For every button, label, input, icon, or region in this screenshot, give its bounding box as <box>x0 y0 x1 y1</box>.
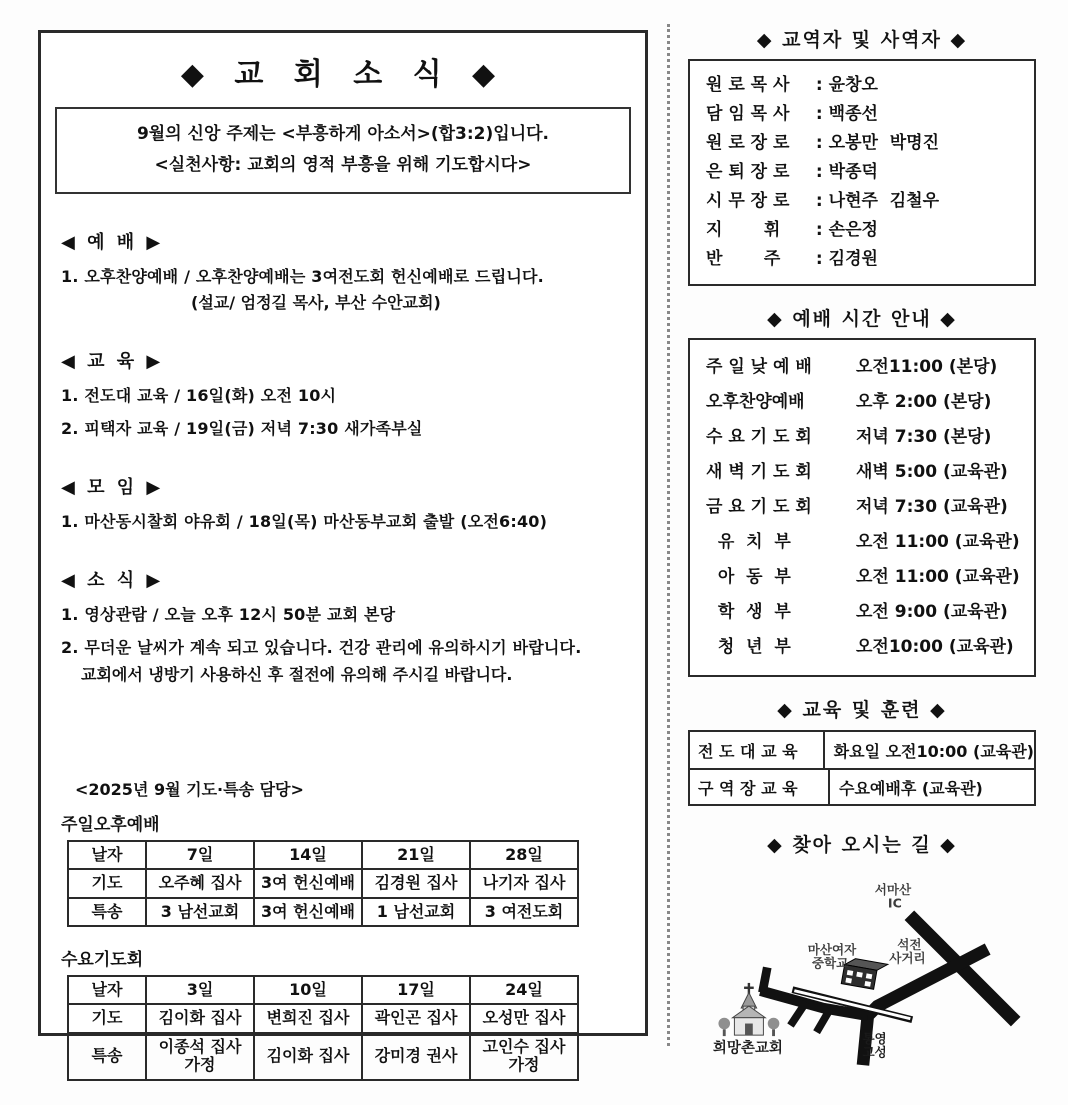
worship-time-row <box>706 455 1028 490</box>
training-row <box>690 732 1034 768</box>
service-name: 오후찬양예배 <box>706 392 805 412</box>
service-name: 새 벽 기 도 회 <box>706 462 812 482</box>
cell: 곽인곤 집사 <box>362 1004 470 1032</box>
row-label: 특송 <box>68 1033 146 1080</box>
section-education-header: ◀ 교 육 ▶ <box>61 350 164 372</box>
staff-role: 담 임 목 사 <box>706 104 790 124</box>
service-time: 새벽 5:00 (교육관) <box>856 462 1008 482</box>
staff-role: 반 주 <box>706 249 781 269</box>
church-news-page <box>38 30 648 1075</box>
monthly-theme-box <box>55 107 631 194</box>
section-worship-header: ◀ 예 배 ▶ <box>61 231 164 253</box>
info-column <box>688 25 1036 1105</box>
header-cell: 28일 <box>470 841 578 869</box>
header-cell: 날자 <box>68 976 146 1004</box>
staff-role: 원 로 장 로 <box>706 133 790 153</box>
cell: 3 남선교회 <box>146 898 254 926</box>
page-title: ◆ 교 회 소 식 ◆ <box>180 57 506 92</box>
table-row <box>68 898 578 926</box>
staff-name: 박종덕 <box>828 162 878 182</box>
training-time: 화요일 오전10:00 (교육관) <box>833 741 1034 761</box>
section-news <box>61 566 631 685</box>
staff-row: 원 로 장 로 : 오봉만 박명진 <box>706 129 1028 158</box>
schedule-heading: <2025년 9월 기도·특송 담당> <box>75 779 304 799</box>
staff-role: 지 휘 <box>706 220 781 240</box>
header-cell: 17일 <box>362 976 470 1004</box>
staff-row: 지 휘 : 손은정 <box>706 216 1028 245</box>
staff-name: 나현주 김철우 <box>828 191 940 211</box>
table-row <box>68 869 578 897</box>
service-name: 아 동 부 <box>706 567 791 587</box>
service-time: 오전 11:00 (교육관) <box>856 567 1020 587</box>
map-label-junction-2: 사거리 <box>889 950 926 966</box>
service-name: 유 치 부 <box>706 532 791 552</box>
header-cell: 21일 <box>362 841 470 869</box>
header-cell: 24일 <box>470 976 578 1004</box>
section-meeting <box>61 473 631 532</box>
header-cell: 14일 <box>254 841 362 869</box>
training-time: 수요예배후 (교육관) <box>839 778 983 798</box>
service-time: 오전10:00 (교육관) <box>856 637 1014 657</box>
service-time: 오전11:00 (본당) <box>856 357 998 377</box>
training-name: 구 역 장 교 육 <box>690 770 830 804</box>
staff-row: 담 임 목 사 : 백종선 <box>706 100 1028 129</box>
staff-row: 반 주 : 김경원 <box>706 245 1028 274</box>
staff-role: 은 퇴 장 로 <box>706 162 790 182</box>
service-time: 저녁 7:30 (본당) <box>856 427 992 447</box>
worship-times-title: ◆ 예배 시간 안내 ◆ <box>767 308 957 330</box>
table-header-row <box>68 976 578 1004</box>
header-cell: 10일 <box>254 976 362 1004</box>
sunday-table-title: 주일오후예배 <box>61 814 160 835</box>
cell: 이종석 집사 가정 <box>146 1033 254 1080</box>
cell: 강미경 권사 <box>362 1033 470 1080</box>
staff-row: 원 로 목 사 : 윤창오 <box>706 71 1028 100</box>
cell: 오주혜 집사 <box>146 869 254 897</box>
cell: 나기자 집사 <box>470 869 578 897</box>
service-name: 청 년 부 <box>706 637 791 657</box>
cell: 고인수 집사 가정 <box>470 1033 578 1080</box>
table-row <box>68 1004 578 1032</box>
service-time: 오전 11:00 (교육관) <box>856 532 1020 552</box>
wednesday-prayer-table <box>67 975 579 1081</box>
worship-item-1: 1. 오후찬양예배 / 오후찬양예배는 3여전도회 헌신예배로 드립니다. <box>61 266 544 286</box>
education-item-2: 2. 피택자 교육 / 19일(금) 저녁 7:30 새가족부실 <box>61 418 423 438</box>
education-item-1: 1. 전도대 교육 / 16일(화) 오전 10시 <box>61 385 337 405</box>
staff-role: 원 로 목 사 <box>706 75 790 95</box>
map-label-school-1: 마산여자 <box>807 941 857 957</box>
header-cell: 3일 <box>146 976 254 1004</box>
header-cell: 7일 <box>146 841 254 869</box>
staff-row: 시 무 장 로 : 나현주 김철우 <box>706 187 1028 216</box>
worship-time-row <box>706 385 1028 420</box>
directions-title: ◆ 찾아 오시는 길 ◆ <box>767 834 957 856</box>
service-name: 수 요 기 도 회 <box>706 427 812 447</box>
staff-box <box>688 59 1036 286</box>
worship-time-row <box>706 420 1028 455</box>
cell: 김이화 집사 <box>254 1033 362 1080</box>
row-label: 기도 <box>68 869 146 897</box>
training-row <box>690 768 1034 804</box>
cell: 3 여전도회 <box>470 898 578 926</box>
header-cell: 날자 <box>68 841 146 869</box>
worship-time-row <box>706 490 1028 525</box>
section-education <box>61 347 631 439</box>
service-name: 금 요 기 도 회 <box>706 497 812 517</box>
worship-time-row <box>706 560 1028 595</box>
directions-map <box>688 861 1036 1105</box>
staff-name: 손은정 <box>828 220 878 240</box>
map-label-seomasan: 서마산 <box>874 882 912 897</box>
service-time: 오전 9:00 (교육관) <box>856 602 1008 622</box>
map-label-south-1: 통영 <box>862 1030 887 1046</box>
map-label-south-2: 고성 <box>862 1044 887 1060</box>
section-meeting-header: ◀ 모 임 ▶ <box>61 476 164 498</box>
theme-line-1: 9월의 신앙 주제는 <부흥하게 아소서>(합3:2)입니다. <box>136 124 550 144</box>
news-item-2-sub: 교회에서 냉방기 사용하신 후 절전에 유의해 주시길 바랍니다. <box>81 664 513 684</box>
cell: 변희진 집사 <box>254 1004 362 1032</box>
service-time: 오후 2:00 (본당) <box>856 392 992 412</box>
service-name: 주 일 낮 예 배 <box>706 357 812 377</box>
sunday-afternoon-table <box>67 840 579 927</box>
staff-name: 오봉만 박명진 <box>828 133 940 153</box>
staff-name: 김경원 <box>828 249 878 269</box>
section-news-header: ◀ 소 식 ▶ <box>61 569 164 591</box>
map-label-school-2: 중학교 <box>811 955 849 971</box>
staff-row: 은 퇴 장 로 : 박종덕 <box>706 158 1028 187</box>
staff-name: 윤창오 <box>828 75 878 95</box>
news-item-1: 1. 영상관람 / 오늘 오후 12시 50분 교회 본당 <box>61 604 396 624</box>
training-title: ◆ 교육 및 훈련 ◆ <box>777 699 947 721</box>
staff-title: ◆ 교역자 및 사역자 ◆ <box>756 29 968 51</box>
cell: 3여 헌신예배 <box>254 898 362 926</box>
meeting-item-1: 1. 마산동시찰회 야유회 / 18일(목) 마산동부교회 출발 (오전6:40) <box>61 511 548 531</box>
theme-line-2: <실천사항: 교회의 영적 부흥을 위해 기도합시다> <box>154 155 532 176</box>
training-name: 전 도 대 교 육 <box>690 732 825 768</box>
worship-time-row <box>706 595 1028 630</box>
cell: 1 남선교회 <box>362 898 470 926</box>
table-header-row <box>68 841 578 869</box>
row-label: 특송 <box>68 898 146 926</box>
worship-item-1-sub: (설교/ 엄정길 목사, 부산 수안교회) <box>191 292 441 312</box>
service-name: 학 생 부 <box>706 602 791 622</box>
worship-time-row <box>706 525 1028 560</box>
training-table <box>688 730 1036 806</box>
row-label: 기도 <box>68 1004 146 1032</box>
cell: 김이화 집사 <box>146 1004 254 1032</box>
map-label-junction-1: 석전 <box>897 937 922 953</box>
cell: 3여 헌신예배 <box>254 869 362 897</box>
staff-name: 백종선 <box>828 104 878 124</box>
service-time: 저녁 7:30 (교육관) <box>856 497 1008 517</box>
table-row <box>68 1033 578 1080</box>
cell: 오성만 집사 <box>470 1004 578 1032</box>
news-item-2: 2. 무더운 날씨가 계속 되고 있습니다. 건강 관리에 유의하시기 바랍니다. <box>61 637 582 657</box>
wednesday-table-title: 수요기도회 <box>61 950 144 971</box>
worship-time-row <box>706 630 1028 665</box>
page-fold-divider <box>667 24 670 1046</box>
worship-times-box <box>688 338 1036 677</box>
worship-time-row <box>706 350 1028 385</box>
cell: 김경원 집사 <box>362 869 470 897</box>
map-label-church: 희망촌교회 <box>712 1040 783 1057</box>
map-graphic <box>688 861 1036 1101</box>
staff-role: 시 무 장 로 <box>706 191 790 211</box>
section-worship <box>61 228 631 313</box>
map-label-ic: IC <box>887 895 902 911</box>
